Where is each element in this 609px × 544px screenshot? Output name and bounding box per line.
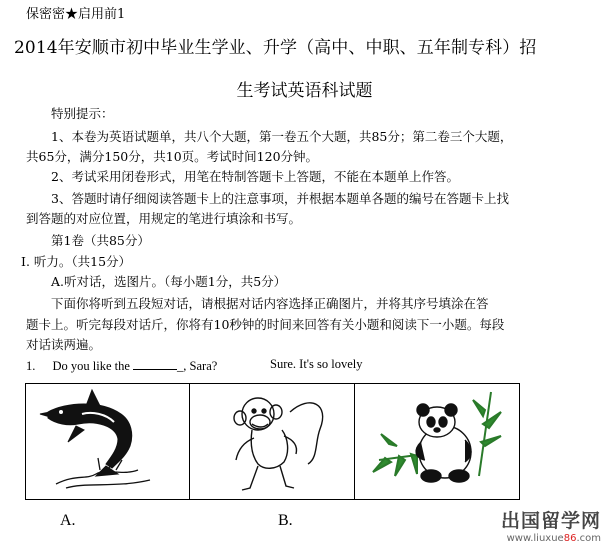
notice-item-1-line1: 1、本卷为英语试题单，共八个大题，第一卷五个大题，共85分；第二卷三个大题，	[51, 129, 513, 144]
dolphin-illustration	[26, 384, 188, 498]
watermark-url: www.liuxue86.com	[506, 533, 601, 544]
instructions-line1: 下面你将听到五段短对话，请根据对话内容选择正确图片，并将其序号填涂在答	[51, 296, 489, 311]
question-prompt-start: Do you like the	[52, 359, 134, 373]
notice-item-3-line1: 3、答题时请仔细阅读答题卡上的注意事项，并根据本题单各题的编号在答题卡上找	[51, 191, 509, 206]
notice-heading: 特别提示：	[51, 106, 114, 121]
watermark-logo: 出国留学网	[500, 510, 601, 532]
question-number: 1.	[26, 359, 36, 373]
subsection-heading: A.听对话，选图片。（每小题1分，共5分）	[51, 274, 287, 289]
notice-item-3-line2: 到答题的对应位置，用规定的笔进行填涂和书写。	[26, 211, 302, 226]
instructions-line2: 题卡上。听完每段对话斤，你将有10秒钟的时间来回答有关小题和阅读下一小题。每段	[26, 317, 505, 332]
site-watermark	[501, 506, 601, 544]
volume-heading: 第1卷（共85分）	[51, 233, 150, 248]
picture-box-a	[25, 383, 190, 500]
monkey-illustration	[190, 384, 353, 498]
question-1-reply: Sure. It's so lovely	[270, 357, 363, 371]
panda-illustration	[355, 384, 518, 498]
option-a-label: A.	[60, 512, 76, 529]
option-b-label: B.	[278, 512, 293, 529]
notice-item-1-line2: 共65分，满分150分，共10页。考试时间120分钟。	[26, 149, 319, 164]
picture-box-c	[354, 383, 520, 500]
confidential-label: 保密密★启用前1	[26, 7, 126, 22]
question-1	[26, 357, 217, 374]
exam-title-line2: 生考试英语科试题	[236, 81, 373, 101]
instructions-line3: 对话读两遍。	[26, 337, 102, 352]
question-prompt-end: _, Sara?	[177, 359, 218, 373]
answer-blank	[133, 357, 177, 370]
exam-title-line1: 2014年安顺市初中毕业生学业、升学（高中、中职、五年制专科）招	[14, 38, 537, 58]
notice-item-2: 2、考试采用闭卷形式，用笔在特制答题卡上答题，不能在本题单上作答。	[51, 169, 459, 184]
listening-part-heading: I. 听力。（共15分）	[21, 254, 132, 269]
picture-box-b	[189, 383, 355, 500]
